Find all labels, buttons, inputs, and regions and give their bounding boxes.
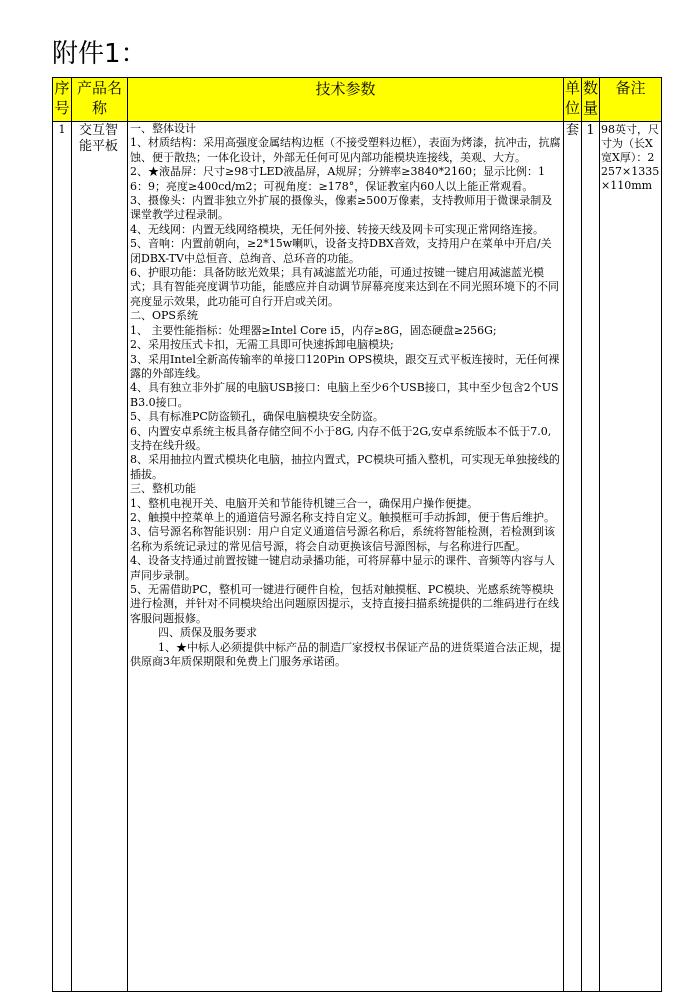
spec-line: 1、 主要性能指标：处理器≥Intel Core i5，内存≥8G，固态硬盘≥256G; — [130, 323, 497, 337]
spec-line: 3、采用Intel全新高传输率的单接口120Pin OPS模块，跟交互式平板连接时，无任何裸露的外部连线。 — [130, 352, 560, 380]
header-spec: 技术参数 — [128, 78, 564, 122]
spec-line: 5、无需借助PC，整机可一键进行硬件自检，包括对触摸框、PC模块、光感系统等模块进行检测，并针对不同模块给出问题原因提示，支持直接扫描系统提供的二维码进行在线客服问题报修。 — [130, 583, 559, 625]
page-title: 附件1： — [52, 39, 147, 69]
spec-line: 6、内置安卓系统主板具备存储空间不小于8G, 内存不低于2G,安卓系统版本不低于7.0,支持在线升级。 — [130, 424, 552, 452]
spec-line: 1、材质结构：采用高强度金属结构边框（不接受塑料边框），表面为烤漆，抗冲击，抗腐蚀、便于散热；一体化设计，外部无任何可见内部功能模块连接线，美观、大方。 — [130, 136, 561, 164]
cell-product-name: 交互智能平板 — [72, 122, 128, 992]
spec-line: 二、OPS系统 — [130, 309, 198, 323]
header-unit: 单位 — [564, 78, 582, 122]
spec-line: 4、无线网：内置无线网络模块，无任何外接、转接天线及网卡可实现正常网络连接。 — [130, 222, 544, 236]
spec-line: 2、采用按压式卡扣，无需工具即可快速拆卸电脑模块; — [130, 338, 394, 352]
header-qty: 数量 — [582, 78, 600, 122]
spec-line: 一、整体设计 — [130, 122, 196, 135]
spec-line: 四、质保及服务要求 — [130, 626, 257, 640]
header-name: 产品名称 — [72, 78, 128, 122]
table-header-row — [53, 78, 662, 122]
spec-line: 3、摄像头：内置非独立外扩展的摄像头，像素≥500万像素，支持教师用于微课录制及课堂教学过程录制。 — [130, 194, 553, 222]
spec-line: 8、采用抽拉内置式模块化电脑，抽拉内置式，PC模块可插入整机，可实现无单独接线的插拔。 — [130, 453, 560, 481]
spec-line: 4、设备支持通过前置按键一键启动录播功能，可将屏幕中显示的课件、音频等内容与人声同步录制。 — [130, 554, 555, 582]
spec-line: 2、触摸中控菜单上的通道信号源名称支持自定义。触摸框可手动拆卸，便于售后维护。 — [130, 510, 555, 524]
spec-line: 4、具有独立非外扩展的电脑USB接口：电脑上至少6个USB接口，其中至少包含2个USB3.0接口。 — [130, 381, 559, 409]
spec-line: 3、信号源名称智能识别：用户自定义通道信号源名称后，系统将智能检测，若检测到该名称为系统记录过的常见信号源，将会自动更换该信号源图标，与名称进行匹配。 — [130, 525, 555, 553]
spec-line: 5、音响：内置前朝向，≥2*15w喇叭，设备支持DBX音效，支持用户在菜单中开启/关闭DBX-TV中总恒音、总绚音、总环音的功能。 — [130, 237, 552, 265]
spec-line: 1、整机电视开关、电脑开关和节能待机键三合一，确保用户操作便捷。 — [130, 496, 478, 510]
header-remark: 备注 — [600, 78, 662, 122]
header-no: 序号 — [53, 78, 72, 122]
cell-spec — [128, 122, 564, 992]
spec-line: 5、具有标准PC防盗锁孔，确保电脑模块安全防盗。 — [130, 410, 384, 424]
cell-unit: 套 — [564, 122, 582, 992]
spec-list — [130, 122, 561, 669]
spec-line: 三、整机功能 — [130, 482, 196, 496]
spec-line: 6、护眼功能：具备防眩光效果；具有减滤蓝光功能，可通过按键一键启用减滤蓝光模式；具有智能亮度调节功能，能感应并自动调节屏幕亮度来达到在不同光照环境下的不同亮度显示效果，此功能可自行开启或关闭。 — [130, 266, 559, 308]
spec-line: 2、★液晶屏：尺寸≥98寸LED液晶屏，A规屏；分辨率≥3840*2160；显示比例：16：9；亮度≥400cd/m2；可视角度：≥178°，保证教室内60人以上能正常观看。 — [130, 165, 546, 193]
cell-no: 1 — [53, 122, 72, 992]
table-row — [53, 122, 662, 992]
cell-remark: 98英寸，尺寸为（长X宽X厚）：2257×1335×110mm — [600, 122, 662, 992]
spec-table — [52, 77, 662, 992]
cell-qty: 1 — [582, 122, 600, 992]
spec-line: 1、★中标人必须提供中标产品的制造厂家授权书保证产品的进货渠道合法正规，提供原商3年质保期限和免费上门服务承诺函。 — [130, 640, 561, 669]
